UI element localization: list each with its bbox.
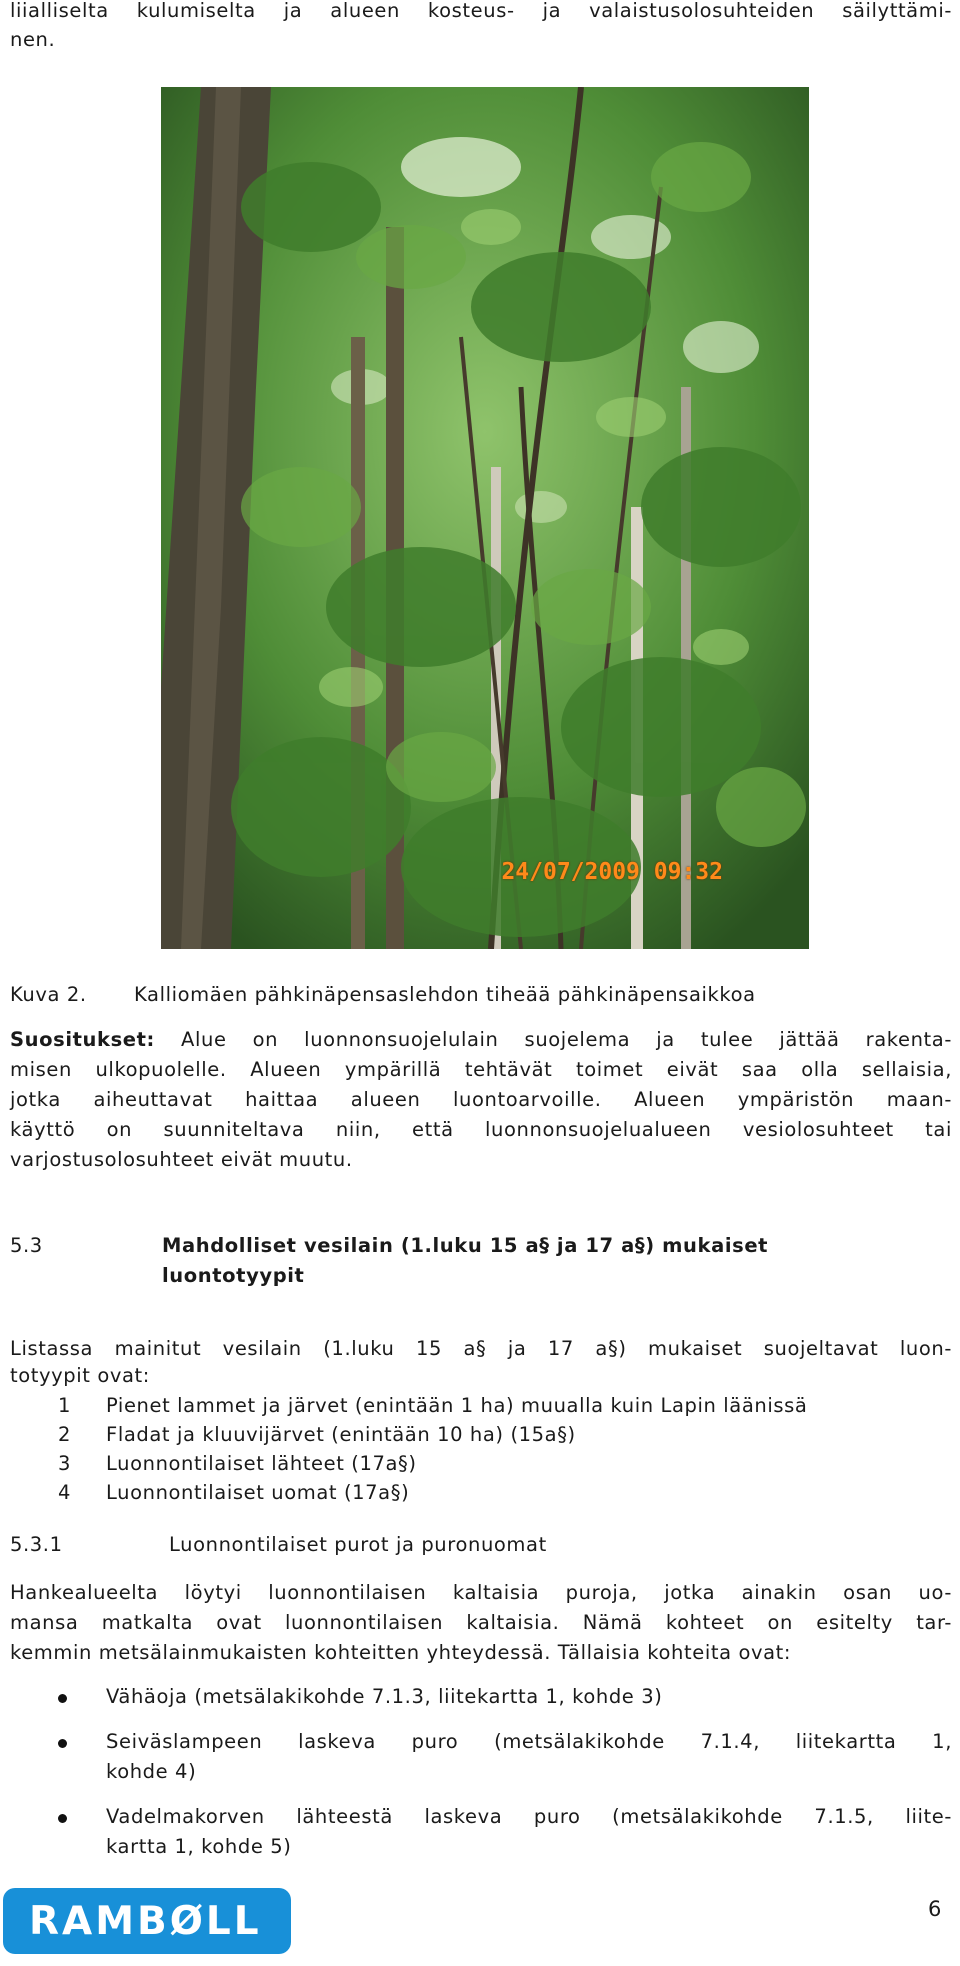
page-number: 6: [928, 1897, 942, 1921]
bullet-icon: [56, 1812, 68, 1824]
section-title-line-2: luontotyypit: [162, 1264, 305, 1287]
recommendations-line-5: varjostusolosuhteet eivät muutu.: [10, 1148, 353, 1171]
bullet-item-line: kartta 1, kohde 5): [106, 1835, 292, 1858]
ramboll-logo: [3, 1888, 291, 1954]
recommendations-line-4: käyttö on suunniteltava niin, että luonnonsuojelualueen vesiolosuhteet tai: [10, 1118, 952, 1141]
numbered-item: [58, 1391, 807, 1421]
bullet-item-line: Vähäoja (metsälakikohde 7.1.3, liitekartta 1, kohde 3): [106, 1685, 663, 1708]
recommendations-label: Suositukset:: [10, 1028, 155, 1051]
bullet-icon: [56, 1737, 68, 1749]
streams-line-1: Hankealueelta löytyi luonnontilaisen kaltaisia puroja, jotka ainakin osan uo-: [10, 1581, 952, 1604]
numbered-item-text: Luonnontilaiset lähteet (17a§): [106, 1452, 417, 1475]
figure-caption-label: Kuva 2.: [10, 983, 87, 1006]
recommendations-line-3: jotka aiheuttavat haittaa alueen luontoarvoille. Alueen ympäristön maan-: [10, 1088, 952, 1111]
bullet-icon: [56, 1692, 68, 1704]
photo-timestamp: 24/07/2009 09:32: [501, 859, 723, 885]
figure-caption-text: Kalliomäen pähkinäpensaslehdon tiheää pähkinäpensaikkoa: [134, 983, 756, 1006]
recommendations-paragraph: [10, 1025, 952, 1175]
numbered-item-number: 1: [58, 1394, 72, 1417]
bullet-item-line: Seiväslampeen laskeva puro (metsälakikohde 7.1.4, liitekartta 1,: [106, 1730, 952, 1753]
bullet-item-line: Vadelmakorven lähteestä laskeva puro (metsälakikohde 7.1.5, liite-: [106, 1805, 952, 1828]
streams-line-2: mansa matkalta ovat luonnontilaisen kaltaisia. Nämä kohteet on esitelty tar-: [10, 1611, 952, 1634]
numbered-item-text: Fladat ja kluuvijärvet (enintään 10 ha) (15a§): [106, 1423, 576, 1446]
numbered-item-number: 2: [58, 1423, 72, 1446]
ramboll-logo-text: RAMBØLL: [29, 1899, 262, 1944]
bullet-item-line: kohde 4): [106, 1760, 197, 1783]
list-intro-line-2: totyypit ovat:: [10, 1364, 150, 1387]
forest-photo-drawing: [161, 87, 809, 949]
intro-line-1: liialliselta kulumiselta ja alueen kosteus- ja valaistusolosuhteiden säilyttämi-: [10, 0, 952, 22]
recommendations-line-1: [10, 1025, 952, 1055]
bullet-item: [106, 1682, 952, 1712]
list-intro-line-1: Listassa mainitut vesilain (1.luku 15 a§ ja 17 a§) mukaiset suojeltavat luon-: [10, 1337, 952, 1360]
streams-line-3: kemmin metsälainmukaisten kohteitten yhteydessä. Tällaisia kohteita ovat:: [10, 1641, 792, 1664]
intro-line-2: nen.: [10, 28, 56, 51]
forest-photo: [161, 87, 809, 949]
subsection-number: 5.3.1: [10, 1533, 63, 1556]
numbered-item: [58, 1420, 576, 1450]
numbered-item-number: 4: [58, 1481, 72, 1504]
numbered-item: [58, 1478, 409, 1508]
streams-paragraph: [10, 1578, 952, 1668]
recommendations-line-2: misen ulkopuolelle. Alueen ympärillä tehtävät toimet eivät saa olla sellaisia,: [10, 1058, 952, 1081]
section-title-line-1: Mahdolliset vesilain (1.luku 15 a§ ja 17 a§) mukaiset: [162, 1234, 769, 1257]
section-number: 5.3: [10, 1234, 43, 1257]
bullet-item: [106, 1802, 952, 1862]
bullet-item: [106, 1727, 952, 1787]
numbered-item-number: 3: [58, 1452, 72, 1475]
recommendations-text: Alue on luonnonsuojelulain suojelema ja tulee jättää rakenta-: [181, 1028, 952, 1051]
numbered-item-text: Pienet lammet ja järvet (enintään 1 ha) muualla kuin Lapin läänissä: [106, 1394, 808, 1417]
subsection-title: Luonnontilaiset purot ja puronuomat: [169, 1533, 547, 1556]
numbered-item: [58, 1449, 417, 1479]
numbered-item-text: Luonnontilaiset uomat (17a§): [106, 1481, 410, 1504]
